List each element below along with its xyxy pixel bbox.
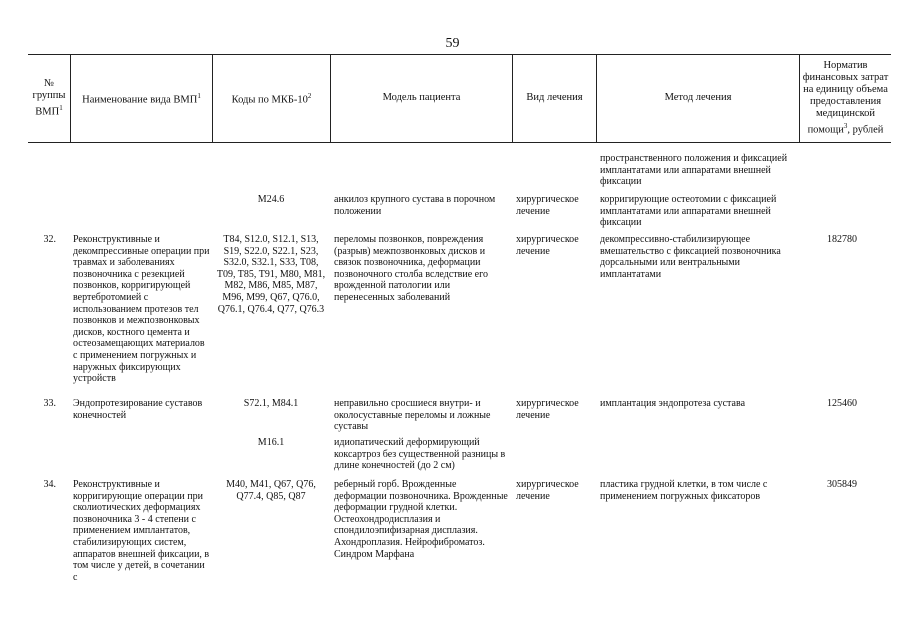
header-icd-codes: Коды по МКБ-$10^2$	[231, 91, 312, 106]
table-cell-model: идиопатический деформирующий коксартроз без существенной разницы в длине конечностей (до 2 см)	[334, 437, 506, 472]
table-cell-model: переломы позвонков, повреждения (разрыв) межпозвонковых дисков и связок позвоночника, деформации позвоночного столба вследствие его врожденной патологии или перенесенных заболеваний	[334, 234, 488, 303]
header-vmp-name: Наименование вида ВМП$^1$	[82, 91, 201, 106]
table-cell-name: Реконструктивные и корригирующие операции при сколиотических деформациях позвоночника 3 - 4 степени с применением имплантатов, стабилизирующих систем, аппаратов внешней фиксации, в том числе у детей, в сочетании с	[73, 479, 210, 583]
page-number: 59	[445, 36, 460, 51]
table-cell-name: Реконструктивные и декомпрессивные операции при травмах и заболеваниях позвоночника с резекцией позвонков, корригирующей вертебротомией с использованием протезов тел позвонков и межпозвонковых дисков, костного цемента и остеозамещающих материалов с применением погружных и наружных фиксирующих устройств	[73, 234, 210, 385]
table-cell-method: декомпрессивно-стабилизирующее вмешательство с фиксацией позвоночника дорсальными или вентральными имплантатами	[600, 234, 781, 280]
table-cell-cost: 125460	[827, 398, 857, 409]
header-treatment-type: Вид лечения	[526, 92, 583, 103]
table-cell-method: имплантация эндопротеза сустава	[600, 398, 746, 409]
table-cell-number: 33.	[43, 398, 56, 409]
table-cell-codes: M40, M41, Q67, Q76, Q77.4, Q85, Q87	[226, 479, 316, 502]
table-cell-treatment: хирургическое лечение	[516, 234, 579, 257]
table-cell-codes: T84, S12.0, S12.1, S13, S19, S22.0, S22.1, S23, S32.0, S32.1, S33, T08, T09, T85, T91, M80, M81, M82, M86, M85, M87, M96, M99, Q67, Q76.0, Q76.1, Q76.4, Q77, Q76.3	[216, 234, 326, 315]
header-treatment-method: Метод лечения	[664, 92, 732, 103]
table-cell-method: пластика грудной клетки, в том числе с применением погружных фиксаторов	[600, 479, 768, 502]
table-cell-treatment: хирургическое лечение	[516, 398, 579, 421]
table-cell-method: пространственного положения и фиксацией имплантатами или аппаратами внешней фиксации	[600, 153, 788, 188]
table-cell-model: неправильно сросшиеся внутри- и околосуставные переломы и ложные суставы	[334, 398, 491, 433]
table-cell-method: корригирующие остеотомии с фиксацией имплантатами или аппаратами внешней фиксации	[600, 194, 777, 229]
table-cell-codes: M16.1	[257, 437, 285, 448]
table-cell-codes: M24.6	[257, 194, 285, 205]
table-cell-codes: S72.1, M84.1	[243, 398, 299, 409]
table-cell-number: 34.	[43, 479, 56, 490]
header-patient-model: Модель пациента	[382, 92, 461, 103]
table-cell-name: Эндопротезирование суставов конечностей	[73, 398, 203, 421]
table-header-border	[28, 142, 891, 143]
table-cell-cost: 182780	[827, 234, 857, 245]
header-cost-norm: Норматив финансовых затрат на единицу объема предоставления медицинской помощи$^3$, рублей	[802, 59, 889, 136]
table-cell-cost: 305849	[827, 479, 857, 490]
table-cell-number: 32.	[43, 234, 56, 245]
table-cell-treatment: хирургическое лечение	[516, 194, 579, 217]
table-cell-treatment: хирургическое лечение	[516, 479, 579, 502]
header-group-number: № группы ВМП$^1$	[32, 77, 66, 118]
table-cell-model: реберный горб. Врожденные деформации позвоночника. Врожденные деформации грудной клетки. Остеохондродисплазия и спондилоэпифизарная дисплазия. Ахондроплазия. Нейрофиброматоз. Синдром Марфана	[334, 479, 508, 560]
table-cell-model: анкилоз крупного сустава в порочном положении	[334, 194, 496, 217]
